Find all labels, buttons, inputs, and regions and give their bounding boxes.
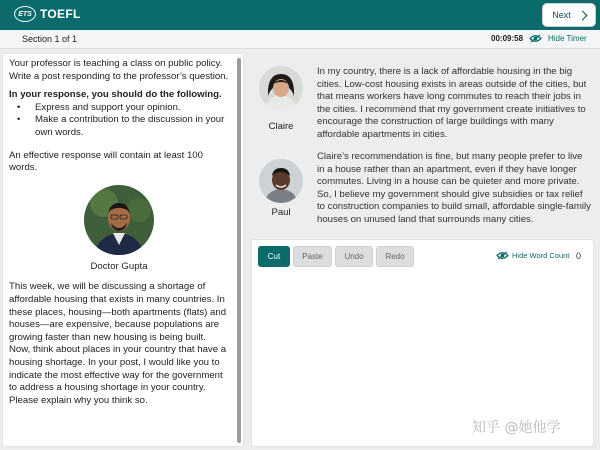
prompt-intro: Your professor is teaching a class on public policy. Write a post responding to the professor’s question. [9, 58, 229, 82]
eye-icon[interactable] [529, 34, 542, 43]
instruction-item: • Express and support your opinion. [17, 102, 229, 115]
section-indicator: Section 1 of 1 [22, 34, 78, 44]
instructions-list [17, 102, 229, 140]
eye-icon [496, 251, 509, 260]
claire-avatar [259, 66, 303, 110]
paul-avatar [259, 159, 303, 203]
product-name: TOEFL [40, 7, 81, 21]
post-author-name: Paul [271, 207, 291, 218]
timer: 00:09:58 [491, 34, 524, 43]
next-button[interactable] [542, 3, 596, 27]
word-count: 0 [576, 251, 582, 261]
instructions-heading: In your response, you should do the following. [9, 89, 222, 101]
prompt-panel [2, 53, 244, 447]
scrollbar-thumb[interactable] [237, 58, 241, 443]
hide-word-count-label: Hide Word Count [512, 251, 570, 260]
chevron-right-icon [577, 10, 587, 20]
length-note: An effective response will contain at least 100 words. [9, 149, 203, 174]
professor-card [9, 185, 229, 274]
post-author-name: Claire [268, 121, 294, 132]
professor-avatar [84, 185, 154, 255]
toefl-logo [14, 6, 81, 22]
post-text: In my country, there is a lack of affordable housing in the big cities. Low-cost housing exists in areas outside of the cities, but that means workers have long commutes to reach their jobs in the cities. I recommend that my government create initiatives to encourage the construction of large buildings with many affordable apartments in cities. [317, 66, 587, 140]
instruction-item: • Make a contribution to the discussion in your own words. [17, 114, 229, 139]
watermark [472, 417, 560, 437]
editor-toolbar [258, 246, 414, 267]
next-label: Next [552, 10, 571, 20]
watermark-text: 知乎 @她他学 [472, 420, 561, 436]
response-text-area[interactable] [258, 274, 588, 440]
top-bar [0, 0, 600, 30]
response-editor [251, 239, 594, 447]
professor-name: Doctor Gupta [90, 260, 148, 272]
ets-logo-text: ETS [18, 10, 32, 18]
status-bar [0, 30, 600, 49]
ets-logo-icon [14, 6, 36, 22]
paste-button[interactable]: Paste [293, 246, 332, 267]
hide-word-count-button[interactable] [496, 251, 569, 260]
undo-button[interactable]: Undo [335, 246, 373, 267]
professor-question: This week, we will be discussing a shortage of affordable housing that exists in many countries. In these places, housing—both apartments (flats) and houses—are expensive, because populations are growing faster than new housing is being built. Now, think about places in your country that have a housing shortage. In your post, I would like you to indicate the most effective way for the government to address a housing shortage in your country. Please explain why you think so. [9, 281, 227, 406]
cut-button[interactable]: Cut [258, 246, 290, 267]
post-text: Claire’s recommendation is fine, but many people prefer to live in a house rather than an apartment, even if they have longer commutes. Living in a house can be quieter and more private. So, I believe my government should give subsidies or tax relief to construction companies to build small, affordable single-family houses on unused land that surrounds many cities. [317, 151, 591, 225]
redo-button[interactable]: Redo [376, 246, 414, 267]
hide-timer-button[interactable]: Hide Timer [548, 34, 587, 43]
